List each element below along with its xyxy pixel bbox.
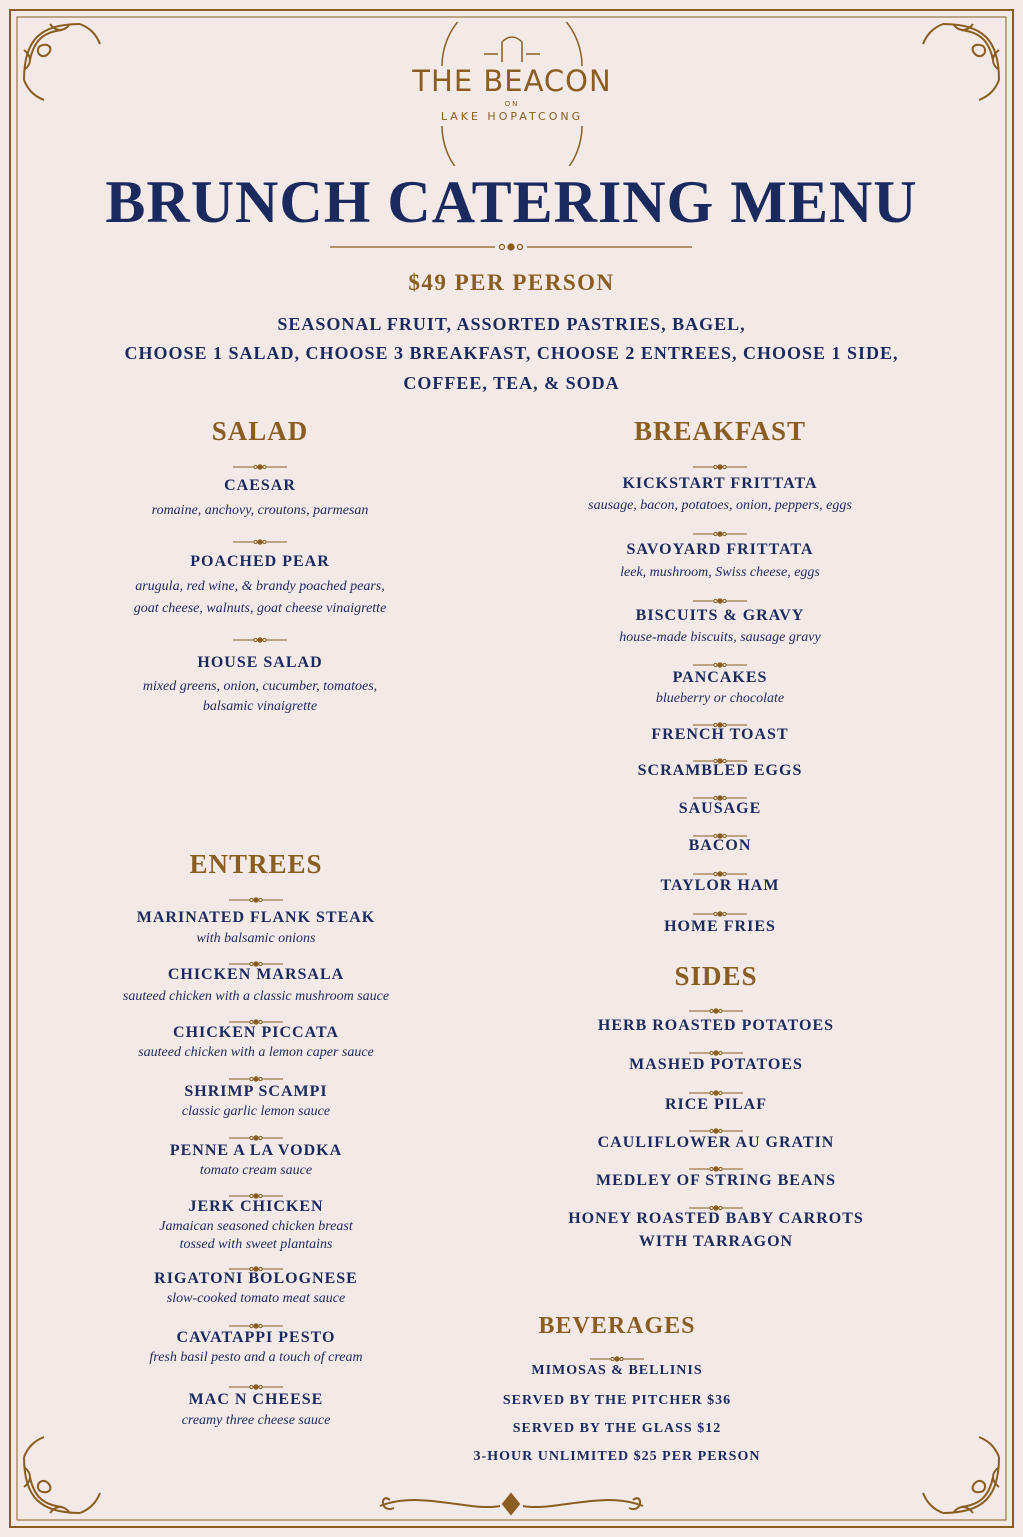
ornament-divider xyxy=(229,1258,283,1266)
price-per-person: $49 PER PERSON xyxy=(408,270,615,295)
breakfast-name: TAYLOR HAM xyxy=(660,877,780,894)
corner-flourish xyxy=(24,24,100,100)
beverage-item: 3-HOUR UNLIMITED $25 PER PERSON xyxy=(473,1449,761,1464)
ornament-divider xyxy=(590,1348,644,1356)
ornament-divider xyxy=(693,863,747,871)
entree-desc: fresh basil pesto and a touch of cream xyxy=(149,1350,363,1365)
beverage-item: SERVED BY THE PITCHER $36 xyxy=(502,1393,732,1408)
ornament-divider xyxy=(229,1376,283,1384)
title-divider xyxy=(330,240,692,254)
bottom-flourish xyxy=(380,1494,643,1514)
entree-desc: slow-cooked tomato meat sauce xyxy=(166,1291,346,1306)
includes-line-1: SEASONAL FRUIT, ASSORTED PASTRIES, BAGEL, xyxy=(277,314,746,334)
entree-desc: tomato cream sauce xyxy=(199,1163,313,1178)
entree-name: JERK CHICKEN xyxy=(188,1198,324,1215)
includes-line-3: COFFEE, TEA, & SODA xyxy=(403,373,620,393)
ornament-divider xyxy=(693,654,747,662)
logo-on: ON xyxy=(504,100,520,108)
salad-desc: goat cheese, walnuts, goat cheese vinaigrette xyxy=(133,601,387,616)
ornament-divider xyxy=(229,1185,283,1193)
breakfast-name: BISCUITS & GRAVY xyxy=(635,607,805,624)
breakfast-desc: blueberry or chocolate xyxy=(655,691,785,706)
ornament-divider xyxy=(689,1158,743,1166)
breakfast-name: SAVOYARD FRITTATA xyxy=(626,541,814,558)
salad-desc: arugula, red wine, & brandy poached pears, xyxy=(135,579,385,594)
menu-title: BRUNCH CATERING MENU xyxy=(105,169,918,235)
ornament-divider xyxy=(693,714,747,722)
breakfast-name: KICKSTART FRITTATA xyxy=(622,475,818,492)
side-name: RICE PILAF xyxy=(664,1096,767,1113)
ornament-divider xyxy=(689,1197,743,1205)
entree-name: CAVATAPPI PESTO xyxy=(176,1329,336,1346)
ornament-divider xyxy=(689,1042,743,1050)
entree-desc: Jamaican seasoned chicken breast xyxy=(159,1219,353,1234)
entree-name: PENNE A LA VODKA xyxy=(169,1142,343,1159)
side-name: WITH TARRAGON xyxy=(638,1233,794,1250)
entree-desc: sauteed chicken with a classic mushroom sauce xyxy=(122,989,390,1004)
ornament-divider xyxy=(229,1011,283,1019)
logo-wordmark: THE BEACON xyxy=(412,64,612,98)
salad-desc: balsamic vinaigrette xyxy=(202,699,318,714)
breakfast-name: PANCAKES xyxy=(672,669,768,686)
salad-desc: romaine, anchovy, croutons, parmesan xyxy=(151,503,369,518)
restaurant-logo xyxy=(380,22,644,166)
breakfast-desc: leek, mushroom, Swiss cheese, eggs xyxy=(620,565,820,580)
beverages-heading: BEVERAGES xyxy=(538,1313,696,1339)
side-name: HERB ROASTED POTATOES xyxy=(597,1017,835,1034)
breakfast-name: FRENCH TOAST xyxy=(651,726,789,743)
entree-desc: classic garlic lemon sauce xyxy=(181,1104,331,1119)
sides-heading: SIDES xyxy=(674,961,758,991)
salad-heading: SALAD xyxy=(211,416,309,446)
salad-name: HOUSE SALAD xyxy=(197,654,323,671)
entrees-heading: ENTREES xyxy=(189,849,323,879)
salad-name: POACHED PEAR xyxy=(190,553,330,570)
ornament-divider xyxy=(689,1082,743,1090)
breakfast-desc: house-made biscuits, sausage gravy xyxy=(619,630,821,645)
ornament-divider xyxy=(229,1127,283,1135)
breakfast-heading: BREAKFAST xyxy=(633,416,807,446)
entree-name: MARINATED FLANK STEAK xyxy=(136,909,376,926)
breakfast-name: SCRAMBLED EGGS xyxy=(637,762,803,779)
ornament-divider xyxy=(233,531,287,539)
ornament-divider xyxy=(233,629,287,637)
beverage-item: SERVED BY THE GLASS $12 xyxy=(512,1421,722,1436)
ornament-divider xyxy=(693,750,747,758)
ornament-divider xyxy=(689,1120,743,1128)
ornament-divider xyxy=(693,903,747,911)
breakfast-name: HOME FRIES xyxy=(664,918,776,935)
ornament-divider xyxy=(693,456,747,464)
logo-subtitle: LAKE HOPATCONG xyxy=(440,110,584,123)
ornament-divider xyxy=(229,1068,283,1076)
side-name: HONEY ROASTED BABY CARROTS xyxy=(568,1210,864,1227)
entree-desc: sauteed chicken with a lemon caper sauce xyxy=(138,1045,374,1060)
includes-line-2: CHOOSE 1 SALAD, CHOOSE 3 BREAKFAST, CHOOSE 2 ENTREES, CHOOSE 1 SIDE, xyxy=(124,343,899,363)
breakfast-desc: sausage, bacon, potatoes, onion, peppers, eggs xyxy=(588,498,852,513)
entree-name: CHICKEN MARSALA xyxy=(167,966,345,983)
ornament-divider xyxy=(693,825,747,833)
breakfast-name: BACON xyxy=(688,837,752,854)
ornament-divider xyxy=(229,1315,283,1323)
entree-desc: tossed with sweet plantains xyxy=(179,1237,333,1252)
side-name: MEDLEY OF STRING BEANS xyxy=(596,1172,836,1189)
ornament-divider xyxy=(689,1000,743,1008)
entree-name: SHRIMP SCAMPI xyxy=(184,1083,328,1100)
ornament-divider xyxy=(693,523,747,531)
breakfast-name: SAUSAGE xyxy=(678,800,762,817)
entree-name: CHICKEN PICCATA xyxy=(173,1024,339,1041)
side-name: CAULIFLOWER AU GRATIN xyxy=(597,1134,835,1151)
salad-desc: mixed greens, onion, cucumber, tomatoes, xyxy=(142,679,378,694)
ornament-divider xyxy=(693,787,747,795)
ornament-divider xyxy=(229,889,283,897)
entree-name: RIGATONI BOLOGNESE xyxy=(154,1270,358,1287)
ornament-divider xyxy=(233,456,287,464)
side-name: MASHED POTATOES xyxy=(629,1056,803,1073)
ornament-divider xyxy=(693,590,747,598)
entree-name: MAC N CHEESE xyxy=(188,1391,324,1408)
salad-name: CAESAR xyxy=(224,477,296,494)
beverage-item: MIMOSAS & BELLINIS xyxy=(531,1363,703,1378)
entree-desc: with balsamic onions xyxy=(196,931,316,946)
entree-desc: creamy three cheese sauce xyxy=(181,1413,331,1428)
ornament-divider xyxy=(229,953,283,961)
